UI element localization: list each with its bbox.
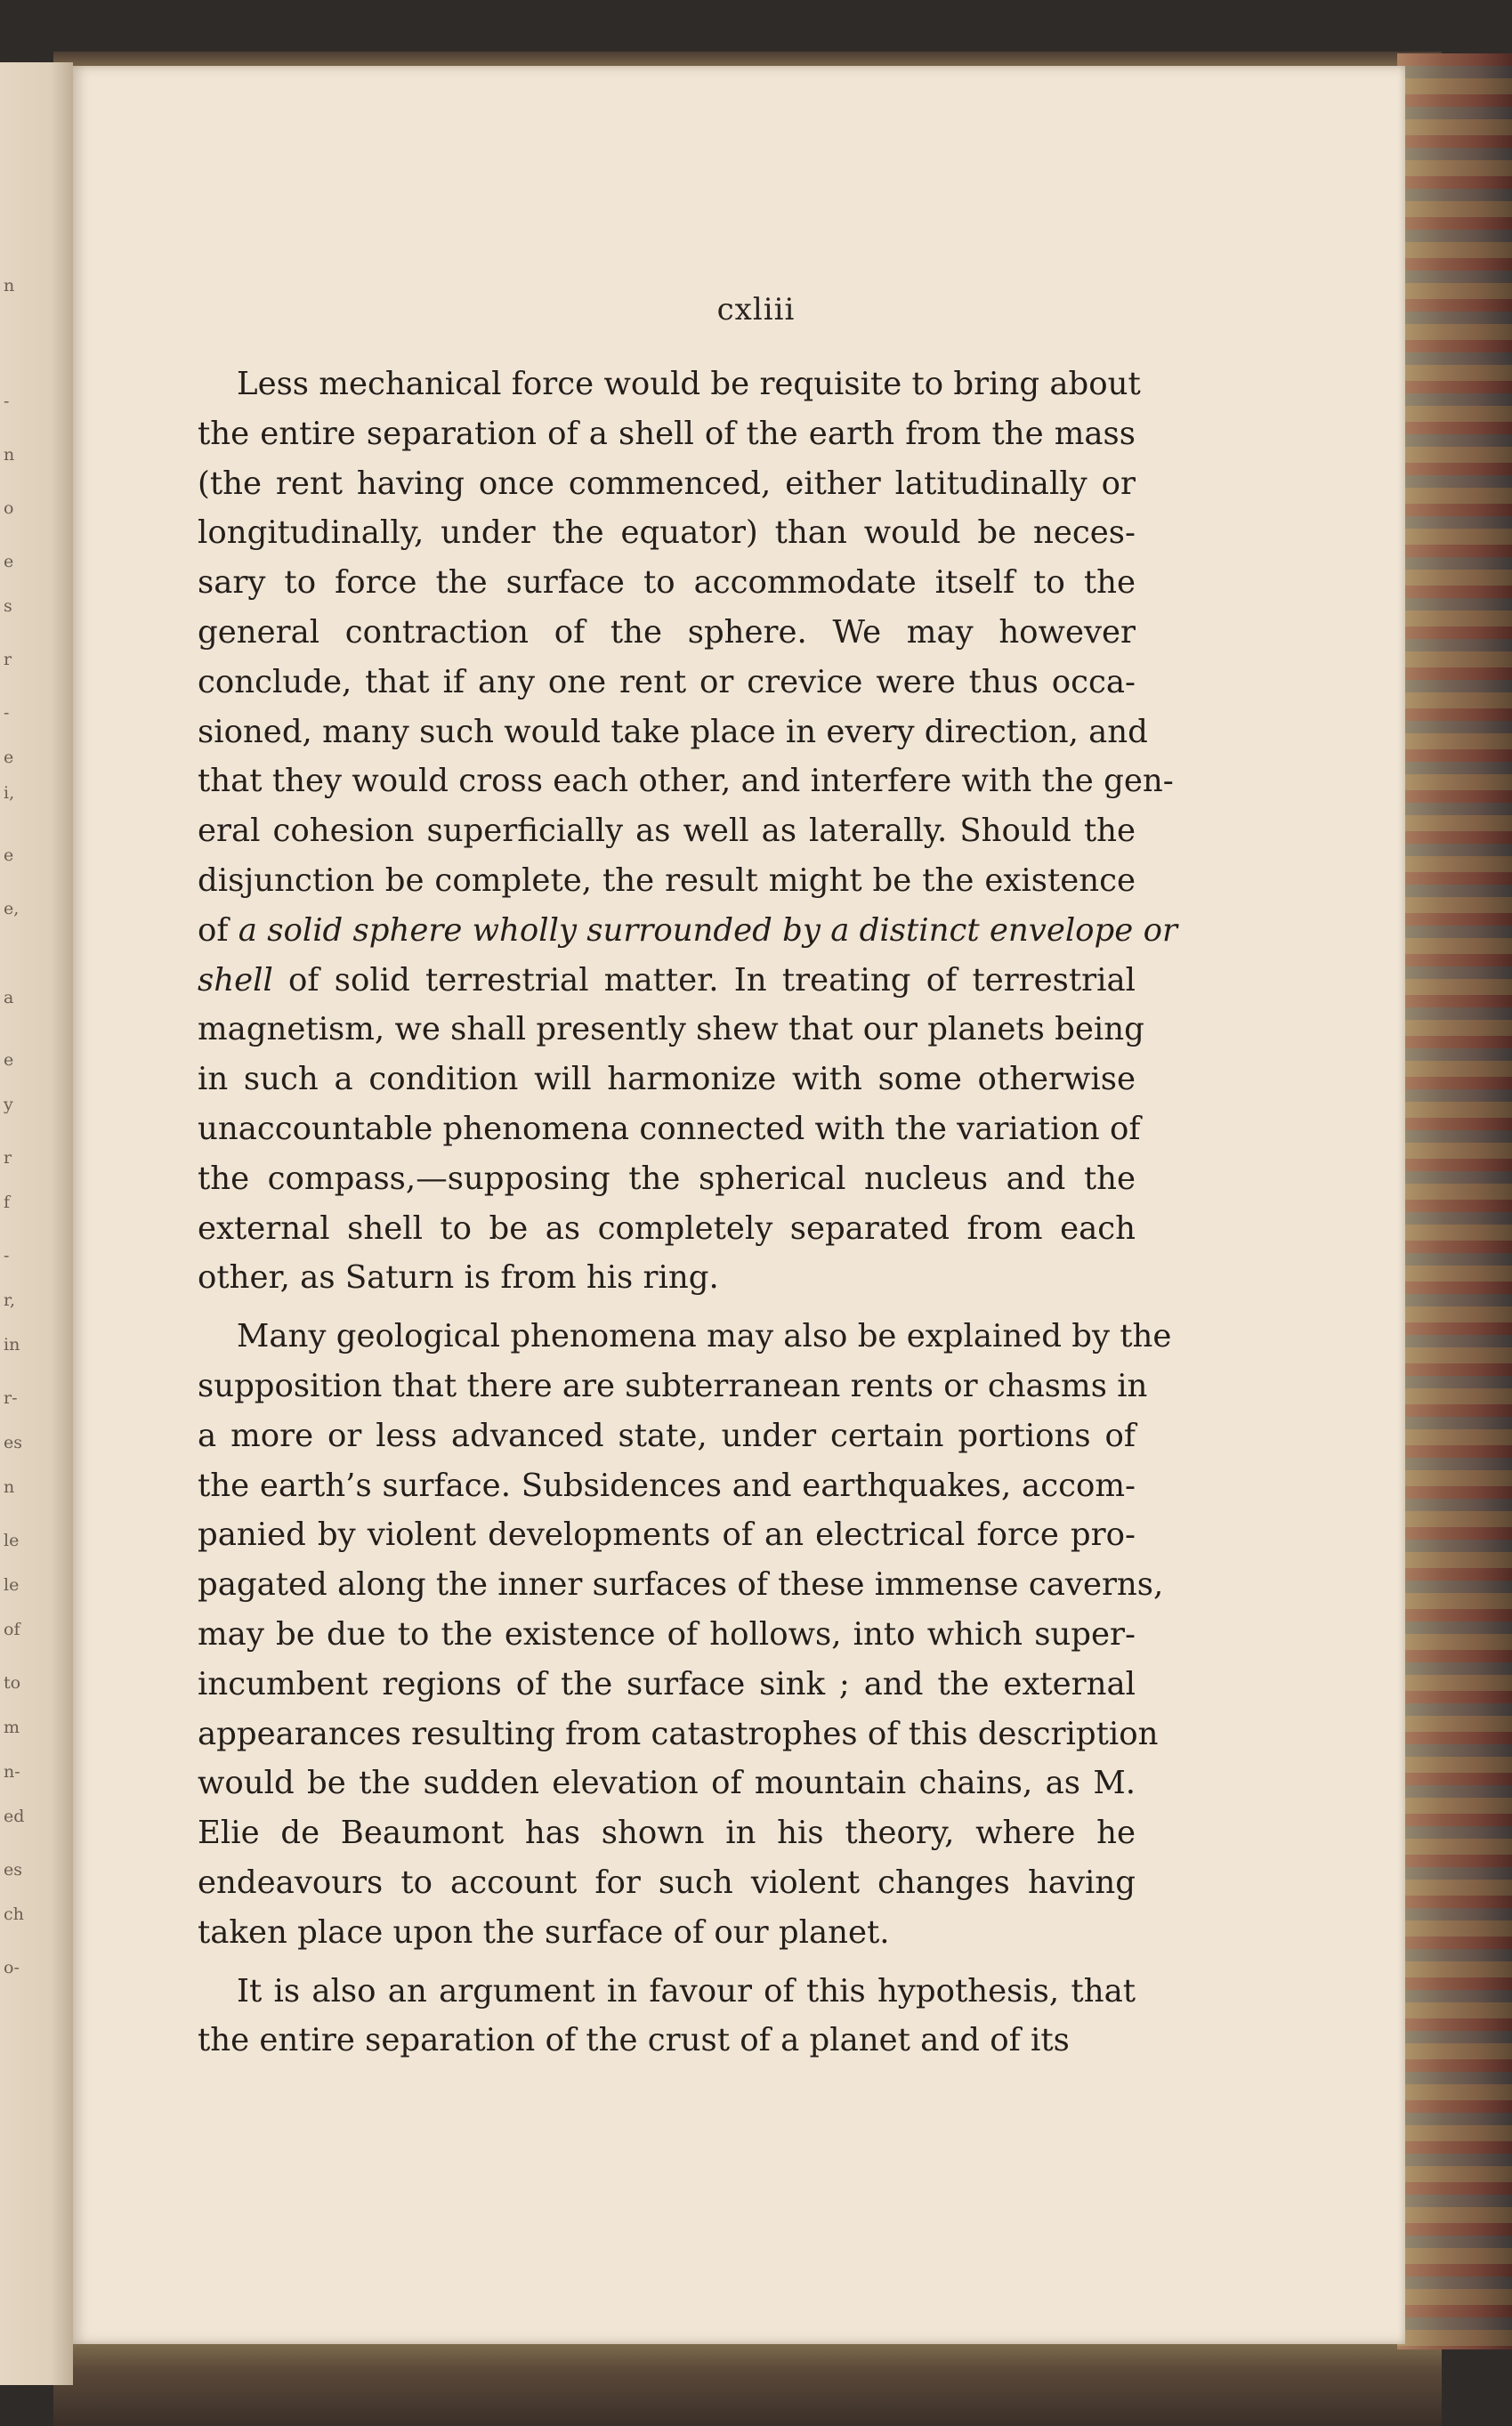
facing-page-text-fragment: e: [4, 845, 14, 865]
text-line: pagated along the inner surfaces of these immense caverns,: [198, 1566, 1164, 1604]
text-line: (the rent having once commenced, either latitudinally or: [198, 465, 1136, 502]
facing-page-text-fragment: m: [4, 1718, 20, 1737]
page-fore-edge: [1397, 53, 1512, 2349]
text-line: the entire separation of a shell of the earth from the mass: [198, 415, 1136, 452]
text-line: general contraction of the sphere. We may however: [198, 613, 1136, 651]
text-line: Less mechanical force would be requisite to bring about: [237, 366, 1141, 402]
text-line: may be due to the existence of hollows, into which super-: [198, 1615, 1136, 1653]
facing-page-text-fragment: le: [4, 1575, 20, 1595]
text-line: the entire separation of the crust of a planet and of its: [198, 2022, 1070, 2059]
facing-page-text-fragment: i,: [4, 783, 15, 803]
facing-page-text-fragment: n-: [4, 1762, 20, 1782]
facing-page-text-fragment: -: [4, 392, 10, 411]
facing-page-text-fragment: ed: [4, 1807, 25, 1826]
text-line: appearances resulting from catastrophes of this description: [198, 1715, 1159, 1752]
book-bottom-edge: [53, 2332, 1442, 2426]
text-line: Elie de Beaumont has shown in his theory, where he: [198, 1815, 1136, 1852]
facing-page-text-fragment: o: [4, 498, 14, 518]
facing-page-text-fragment: es: [4, 1860, 22, 1880]
text-line: taken place upon the surface of our planet.: [198, 1913, 890, 1951]
italic-phrase: shell: [198, 961, 273, 999]
facing-page-text-fragment: r: [4, 650, 12, 669]
line-prefix: of: [198, 911, 239, 949]
facing-page-text-fragment: a: [4, 988, 14, 1007]
text-line: panied by violent developments of an electrical force pro-: [198, 1516, 1136, 1554]
text-line: sioned, many such would take place in every direction, and: [198, 713, 1148, 750]
text-line: that they would cross each other, and interfere with the gen-: [198, 763, 1174, 800]
facing-page-text-fragment: y: [4, 1095, 13, 1114]
facing-page-text-fragment: f: [4, 1193, 11, 1212]
text-line: It is also an argument in favour of this hypothesis, that: [237, 1972, 1136, 2010]
facing-page-text-fragment: e,: [4, 899, 20, 918]
facing-page-text-fragment: le: [4, 1531, 20, 1550]
text-line: unaccountable phenomena connected with the variation of: [198, 1110, 1141, 1147]
facing-page-text-fragment: r,: [4, 1290, 16, 1310]
text-line: supposition that there are subterranean rents or chasms in: [198, 1367, 1148, 1404]
text-line: disjunction be complete, the result might be the existence: [198, 861, 1136, 899]
text-line: a more or less advanced state, under certain portions of: [198, 1417, 1136, 1454]
facing-page-text-fragment: o-: [4, 1958, 20, 1977]
text-line: endeavours to account for such violent changes having: [198, 1864, 1136, 1901]
text-line: sary to force the surface to accommodate itself to the: [198, 564, 1136, 602]
facing-page-text-fragment: es: [4, 1433, 22, 1452]
text-line: conclude, that if any one rent or crevice were thus occa-: [198, 663, 1136, 700]
text-line: the earth’s surface. Subsidences and earthquakes, accom-: [198, 1467, 1136, 1504]
text-line: magnetism, we shall presently shew that our planets being: [198, 1011, 1144, 1048]
text-line: incumbent regions of the surface sink ; and the external: [198, 1665, 1136, 1702]
facing-page-text-fragment: n: [4, 445, 15, 465]
facing-page-text-fragment: ch: [4, 1904, 24, 1924]
paragraph-gap: [198, 1958, 1136, 1967]
facing-page-text-fragment: -: [4, 1246, 10, 1266]
facing-page-text-fragment: r: [4, 1148, 12, 1168]
text-line: [198, 956, 1136, 1006]
page-body-text: [198, 360, 1177, 2066]
text-line: other, as Saturn is from his ring.: [198, 1259, 719, 1297]
paragraph-gap: [198, 1303, 1136, 1312]
facing-page-text-fragment: e: [4, 748, 14, 767]
facing-page-text-fragment: e: [4, 1050, 14, 1070]
facing-page-text-fragment: r-: [4, 1388, 18, 1408]
text-line: would be the sudden elevation of mountain chains, as M.: [198, 1765, 1136, 1802]
text-line: external shell to be as completely separated from each: [198, 1209, 1136, 1247]
facing-page-text-fragment: n: [4, 1477, 15, 1497]
text-line: Many geological phenomena may also be explained by the: [237, 1318, 1172, 1355]
italic-phrase: a solid sphere wholly surrounded by a distinct envelope or: [238, 911, 1177, 949]
facing-page-text-fragment: to: [4, 1673, 21, 1693]
facing-page-text-fragment: s: [4, 596, 12, 616]
text-line: the compass,—supposing the spherical nucleus and the: [198, 1160, 1136, 1197]
facing-page-text-fragment: n: [4, 276, 15, 295]
facing-page-text-fragment: of: [4, 1620, 20, 1639]
facing-page-text-fragment: -: [4, 703, 10, 723]
text-line: in such a condition will harmonize with some otherwise: [198, 1061, 1136, 1098]
facing-page-margin: [0, 62, 73, 2385]
facing-page-text-fragment: e: [4, 552, 14, 571]
page-number: cxliii: [716, 292, 796, 328]
text-line: eral cohesion superficially as well as laterally. Should the: [198, 813, 1136, 850]
facing-page-text-fragment: in: [4, 1335, 20, 1355]
text-line: [198, 906, 1177, 956]
line-suffix: of solid terrestrial matter. In treating of terrestrial: [272, 961, 1136, 999]
text-line: longitudinally, under the equator) than would be neces-: [198, 514, 1136, 552]
